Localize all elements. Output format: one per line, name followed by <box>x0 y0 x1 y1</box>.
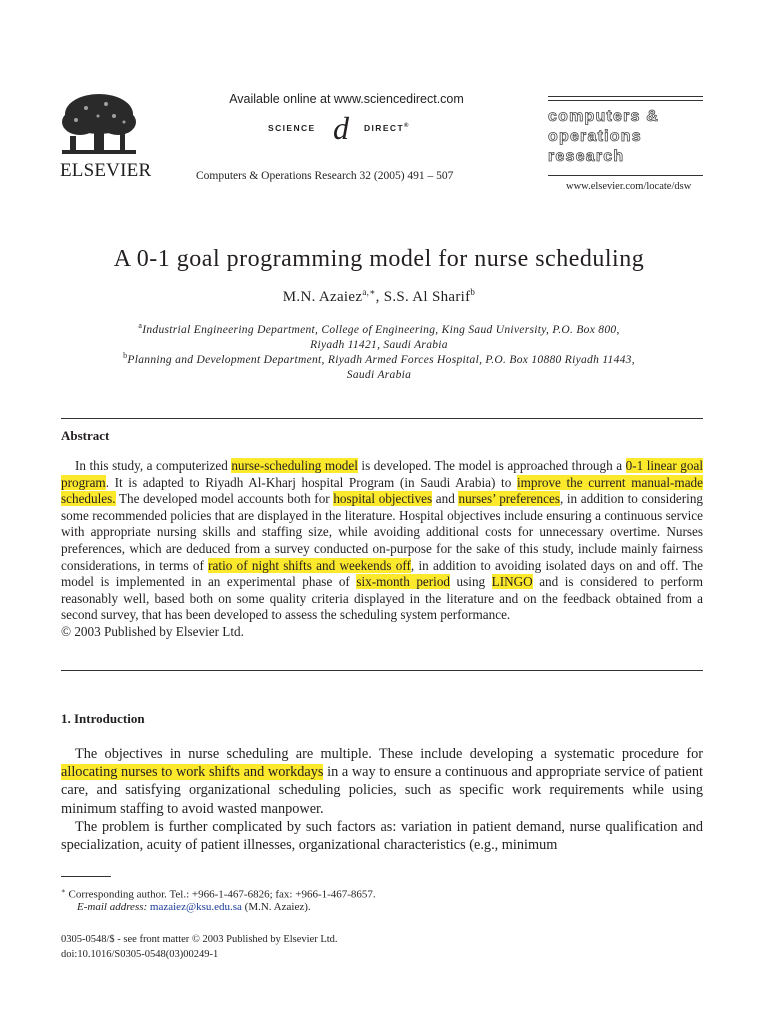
section-heading-introduction: 1. Introduction <box>61 711 145 726</box>
highlight: 0-1 linear goal program <box>61 458 703 490</box>
journal-rule-bottom <box>548 175 703 176</box>
highlight: improve the current manual-made schedules. <box>61 474 703 507</box>
abstract-rule-bottom <box>61 670 703 671</box>
footnote-email: E-mail address: mazaiez@ksu.edu.sa (M.N. Azaiez). <box>77 901 311 913</box>
journal-logo-line-2: operations <box>548 128 642 145</box>
front-matter-note: 0305-0548/$ - see front matter © 2003 Published by Elsevier Ltd. <box>61 934 338 945</box>
sciencedirect-logo <box>262 112 432 146</box>
journal-rule-top <box>548 96 703 97</box>
elsevier-tree-logo-icon <box>58 92 140 158</box>
sciencedirect-right-text: DIRECT® <box>364 123 410 133</box>
journal-rule-top-thin <box>548 100 703 101</box>
sciencedirect-d-mark: d <box>333 110 349 146</box>
affiliation-b: $^b$Planning and Development Department, Riyadh Armed Forces Hospital, P.O. Box 10880 Riyadh 11443, Saudi Arabia <box>123 351 635 381</box>
highlight: allocating nurses to work shifts and workdays <box>61 764 324 781</box>
highlight: LINGO <box>491 574 533 590</box>
abstract-paragraph: In this study, a computerized nurse-scheduling model is developed. The model is approached through a 0-1 linear goal program. It is adapted to Riyadh Al-Kharj hospital Program (in Saudi Arabia) to improve the current manual-made schedules. The developed model accounts both for hospital objectives and nurses’ preferences, in addition to considering some recommended policies that are displayed in the literature. Hospital objectives include ensuring a continuous service with appropriate nursing skills and staffing size, while avoiding additional costs for unnecessary overtime. Nurses preferences, which are deduced from a survey conducted on-purpose for the sake of this study, include mainly fairness considerations, in terms of ratio of night shifts and weekends off, in addition to avoiding isolated days on and off. The model is implemented in an experimental phase of six-month period using LINGO and is considered to perform reasonably well, based both on some quality criteria displayed in the literature and on the feedback obtained from a second survey, that has been developed to assess the scheduling system performance. <box>61 458 704 623</box>
abstract-rule-top <box>61 418 703 419</box>
footnote-rule <box>61 876 111 877</box>
email-link[interactable]: mazaiez@ksu.edu.sa <box>149 901 242 913</box>
journal-logo-line-3: research <box>548 148 625 165</box>
highlight: six-month period <box>356 574 451 590</box>
footnote-corresponding-author: ∗ Corresponding author. Tel.: +966-1-467-6826; fax: +966-1-467-8657. <box>61 887 376 901</box>
sciencedirect-left-text: SCIENCE <box>268 123 316 133</box>
highlight: ratio of night shifts and weekends off <box>208 557 411 573</box>
author-1-affil-mark: a,∗ <box>362 287 376 297</box>
doi[interactable]: doi:10.1016/S0305-0548(03)00249-1 <box>61 949 219 960</box>
abstract-body <box>61 458 703 641</box>
affiliation-a: $^a$Industrial Engineering Department, College of Engineering, King Saud University, P.O. Box 800, Riyadh 11421, Saudi Arabia <box>138 321 620 351</box>
author-1: M.N. Azaiez <box>282 289 363 305</box>
highlight: nurse-scheduling model <box>231 458 358 473</box>
journal-logo-line-1: computers & <box>548 108 659 125</box>
author-2: S.S. Al Sharif <box>383 289 471 305</box>
highlight: nurses’ preferences <box>458 491 560 507</box>
introduction-body <box>61 745 703 854</box>
intro-paragraph-2: The problem is further complicated by such factors as: variation in patient demand, nurse qualification and specialization, acuity of patient illnesses, organizational characteristics (e.g., minimum <box>61 818 703 854</box>
available-online-text: Available online at www.sciencedirect.com <box>229 92 464 106</box>
author-list: M.N. Azaiez$^{a,∗}$, S.S. Al Sharif$^b$ <box>282 287 476 305</box>
journal-url[interactable]: www.elsevier.com/locate/dsw <box>566 181 692 192</box>
intro-paragraph-1: The objectives in nurse scheduling are multiple. These include developing a systematic procedure for allocating nurses to work shifts and workdays in a way to ensure a continuous and appropriate service of patient care, and satisfying organizational scheduling policies, such as specific work requirements while using minimum staffing to avoid wasted manpower. <box>61 746 703 817</box>
abstract-copyright: © 2003 Published by Elsevier Ltd. <box>61 623 244 639</box>
abstract-heading: Abstract <box>61 428 110 443</box>
paper-title: A 0-1 goal programming model for nurse scheduling <box>113 246 645 272</box>
publisher-name: ELSEVIER <box>60 160 152 181</box>
highlight: hospital objectives <box>333 491 433 507</box>
author-2-affil-mark: b <box>470 287 476 297</box>
journal-citation: Computers & Operations Research 32 (2005) 491 – 507 <box>196 170 454 182</box>
